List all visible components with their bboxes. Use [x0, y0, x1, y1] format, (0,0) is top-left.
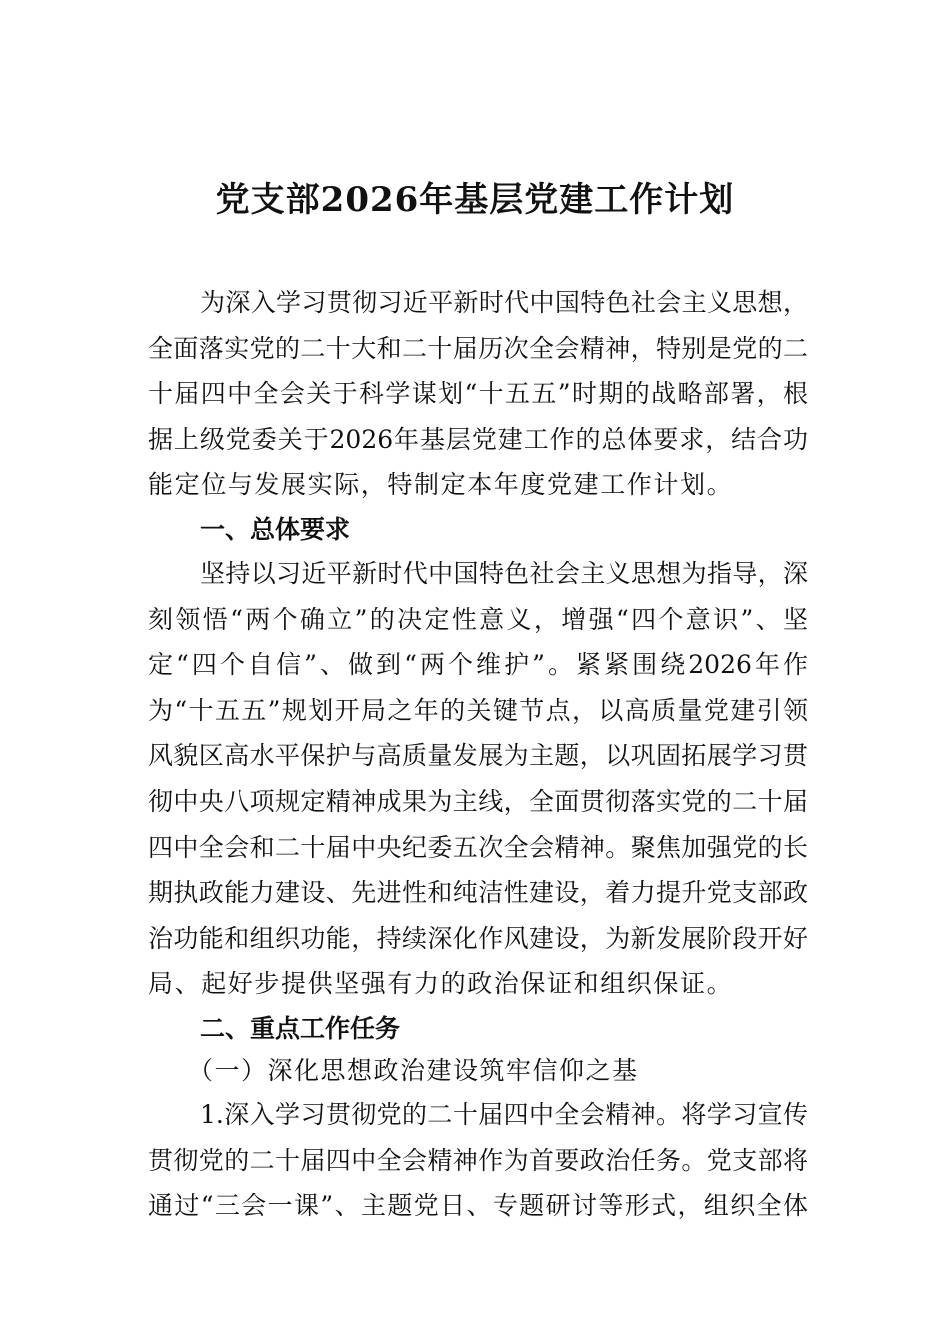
paragraph-line: 刻领悟“两个确立”的决定性意义，增强“四个意识”、坚	[148, 604, 808, 634]
paragraph-line: 1.深入学习贯彻党的二十届四中全会精神。将学习宣传	[200, 1099, 808, 1129]
paragraph-line: 为“十五五”规划开局之年的关键节点，以高质量党建引领	[148, 695, 808, 725]
paragraph-line: 为深入学习贯彻习近平新时代中国特色社会主义思想，	[200, 288, 808, 317]
paragraph-line: 贯彻党的二十届四中全会精神作为首要政治任务。党支部将	[148, 1145, 808, 1175]
paragraph-line: 坚持以习近平新时代中国特色社会主义思想为指导，深	[200, 558, 808, 588]
subsection-heading: （一）深化思想政治建设筑牢信仰之基	[188, 1055, 639, 1085]
document-body	[148, 280, 808, 1229]
section-heading-general-requirements: 一、总体要求	[200, 514, 351, 544]
paragraph-line: 能定位与发展实际，特制定本年度党建工作计划。	[148, 470, 734, 500]
paragraph-line: 十届四中全会关于科学谋划“十五五”时期的战略部署，根	[148, 379, 808, 409]
paragraph-line: 期执政能力建设、先进性和纯洁性建设，着力提升党支部政	[148, 878, 808, 908]
paragraph-line: 风貌区高水平保护与高质量发展为主题，以巩固拓展学习贯	[148, 741, 808, 771]
paragraph-line: 通过“三会一课”、主题党日、专题研讨等形式，组织全体	[148, 1191, 808, 1221]
paragraph-line: 全面落实党的二十大和二十届历次全会精神，特别是党的二	[148, 333, 808, 363]
paragraph-line: 四中全会和二十届中央纪委五次全会精神。聚焦加强党的长	[148, 832, 808, 862]
item-1-paragraph	[148, 1092, 808, 1229]
document-title: 党支部2026年基层党建工作计划	[215, 180, 735, 220]
general-requirements-paragraph	[148, 551, 808, 1007]
paragraph-line: 彻中央八项规定精神成果为主线，全面贯彻落实党的二十届	[148, 786, 808, 816]
paragraph-line: 定“四个自信”、做到“两个维护”。紧紧围绕2026年作	[148, 650, 808, 680]
section-heading-key-tasks: 二、重点工作任务	[200, 1013, 401, 1043]
paragraph-line: 治功能和组织功能，持续深化作风建设，为新发展阶段开好	[148, 923, 808, 953]
paragraph-line: 局、起好步提供坚强有力的政治保证和组织保证。	[148, 969, 734, 999]
intro-paragraph	[148, 280, 808, 508]
paragraph-line: 据上级党委关于2026年基层党建工作的总体要求，结合功	[148, 424, 808, 454]
